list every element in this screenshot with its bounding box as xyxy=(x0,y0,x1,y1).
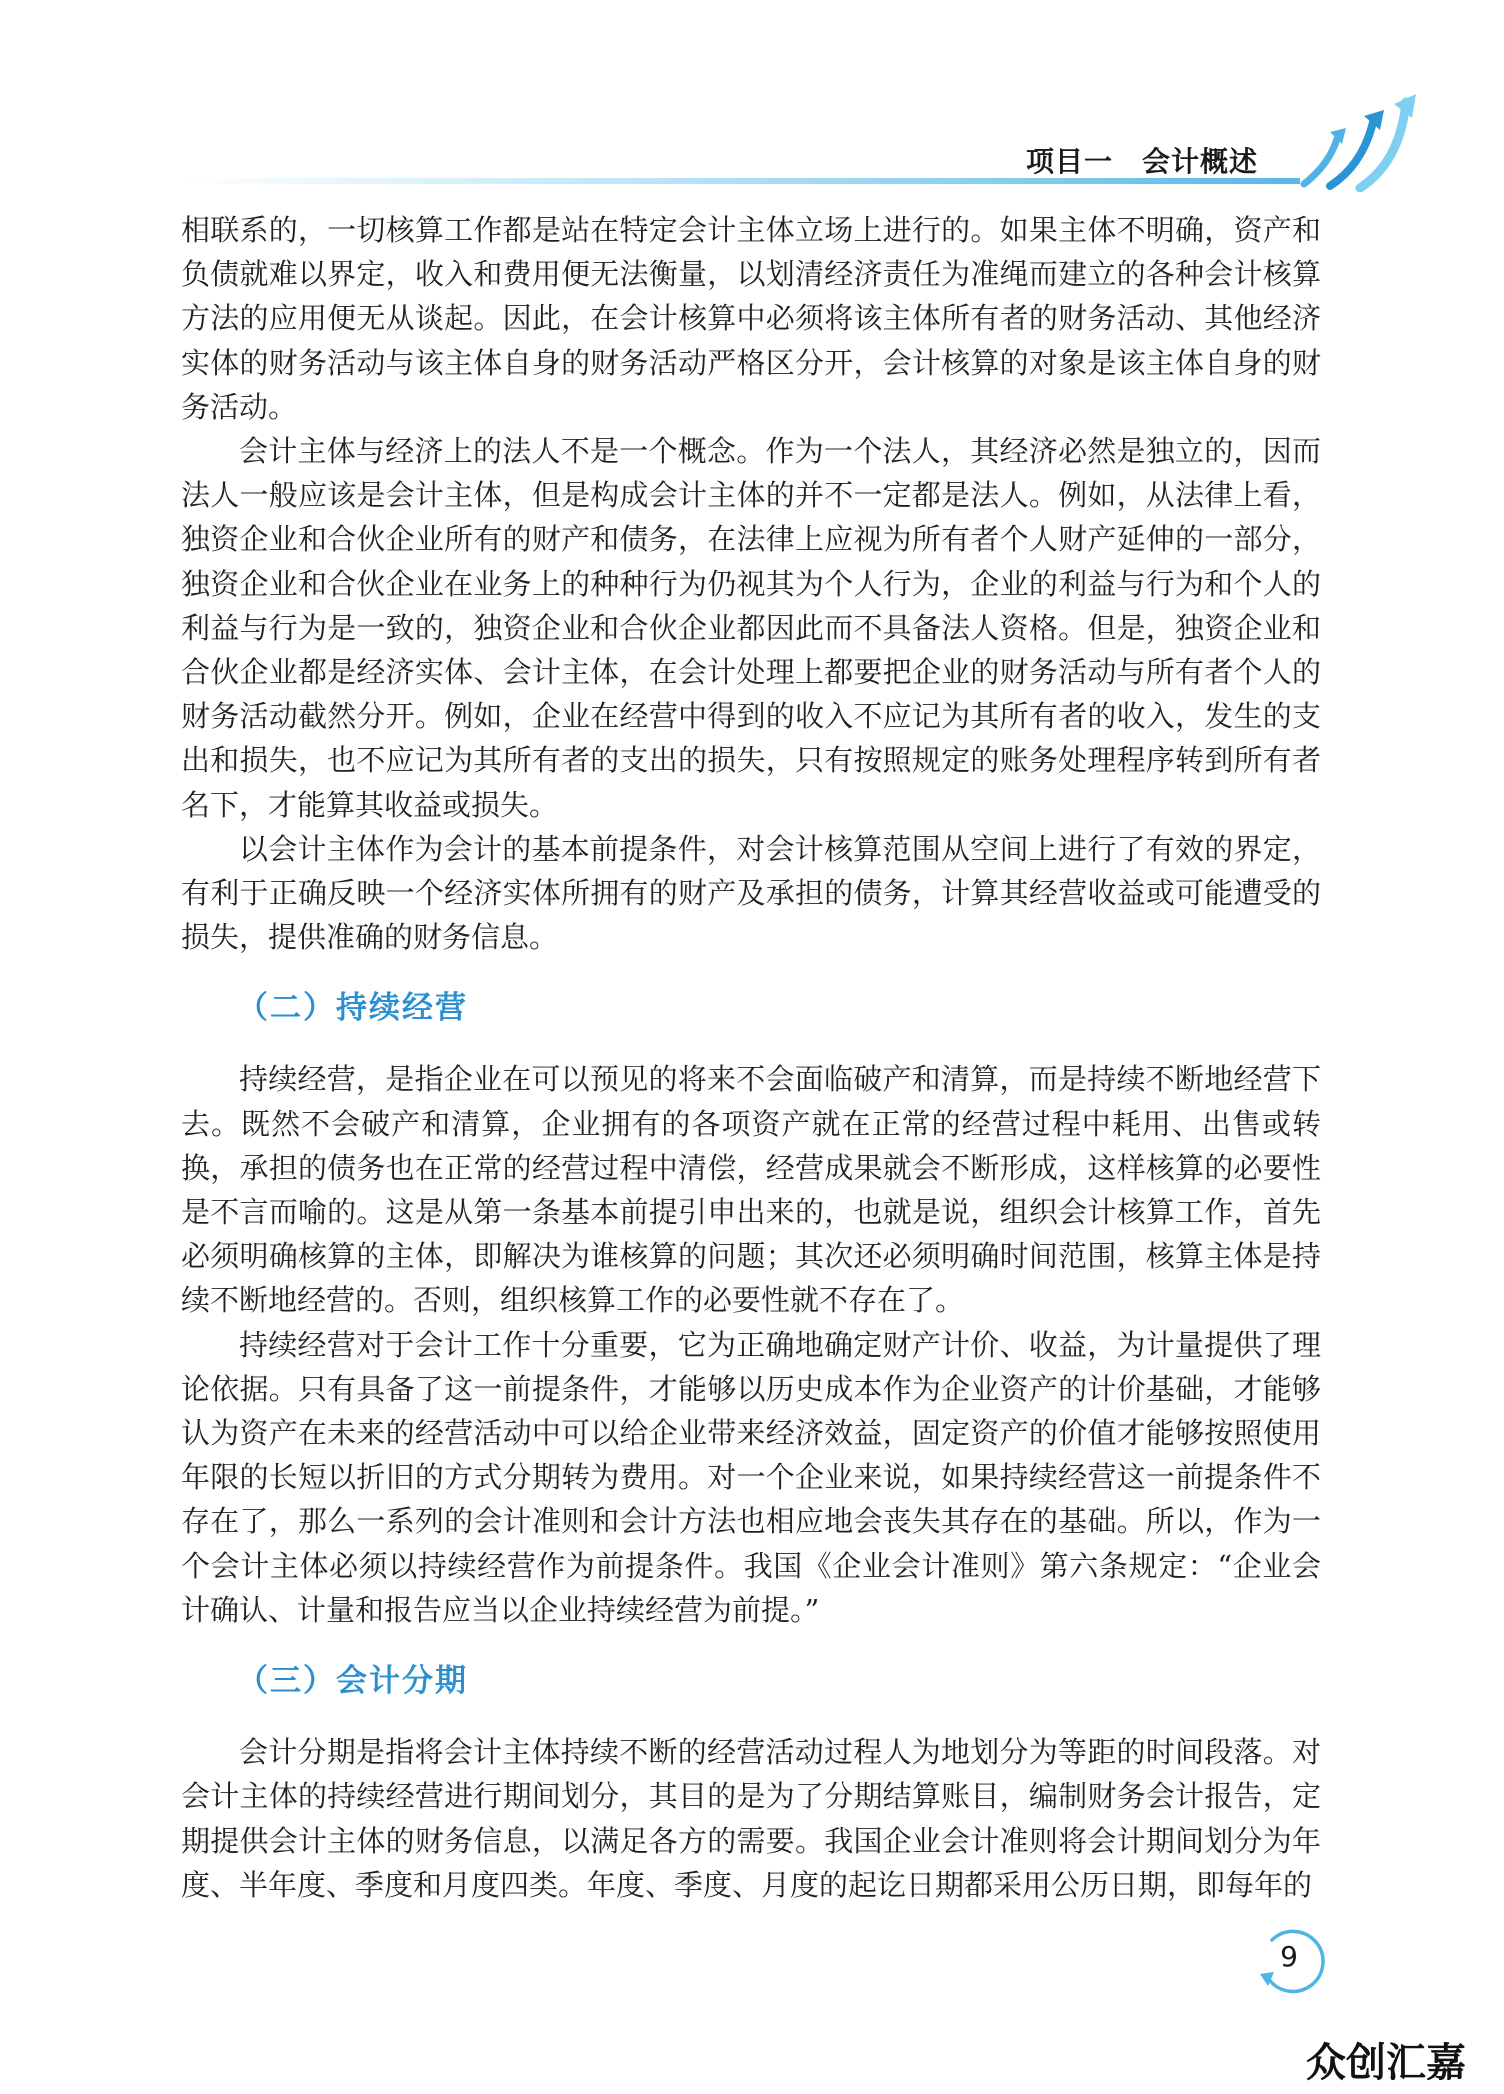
paragraph: 以会计主体作为会计的基本前提条件，对会计核算范围从空间上进行了有效的界定，有利于正确反映一个经济实体所拥有的财产及承担的债务，计算其经营收益或可能遭受的损失，提供准确的财务信息。 xyxy=(181,831,1321,955)
publisher-watermark xyxy=(1306,2032,1496,2088)
watermark-text: 众创汇嘉 xyxy=(1306,2040,1466,2086)
rising-arrows-icon xyxy=(1300,92,1418,192)
page-body xyxy=(181,208,1321,1907)
page-number: 9 xyxy=(1280,1940,1298,1973)
chapter-title: 项目一 会计概述 xyxy=(1025,145,1258,178)
paragraph: 持续经营对于会计工作十分重要，它为正确地确定财产计价、收益，为计量提供了理论依据。只有具备了这一前提条件，才能够以历史成本作为企业资产的计价基础，才能够认为资产在未来的经营活动中可以给企业带来经济效益，固定资产的价值才能够按照使用年限的长短以折旧的方式分期转为费用。对一个企业来说，如果持续经营这一前提条件不存在了，那么一系列的会计准则和会计方法也相应地会丧失其存在的基础。所以，作为一个会计主体必须以持续经营作为前提条件。我国《企业会计准则》第六条规定：“企业会计确认、计量和报告应当以企业持续经营为前提。” xyxy=(181,1327,1321,1627)
page-number-badge xyxy=(1258,1926,1338,2006)
page-header xyxy=(0,0,1504,200)
paragraph: 会计分期是指将会计主体持续不断的经营活动过程人为地划分为等距的时间段落。对会计主体的持续经营进行期间划分，其目的是为了分期结算账目，编制财务会计报告，定期提供会计主体的财务信息，以满足各方的需要。我国企业会计准则将会计期间划分为年度、半年度、季度和月度四类。年度、季度、月度的起讫日期都采用公历日期，即每年的 xyxy=(181,1735,1321,1902)
section-heading-accounting-period: （三）会计分期 xyxy=(237,1663,468,1700)
paragraph: 相联系的，一切核算工作都是站在特定会计主体立场上进行的。如果主体不明确，资产和负债就难以界定，收入和费用便无法衡量，以划清经济责任为准绳而建立的各种会计核算方法的应用便无从谈起。因此，在会计核算中必须将该主体所有者的财务活动、其他经济实体的财务活动与该主体自身的财务活动严格区分开，会计核算的对象是该主体自身的财务活动。 xyxy=(181,213,1321,424)
paragraph: 会计主体与经济上的法人不是一个概念。作为一个法人，其经济必然是独立的，因而法人一般应该是会计主体，但是构成会计主体的并不一定都是法人。例如，从法律上看，独资企业和合伙企业所有的财产和债务，在法律上应视为所有者个人财产延伸的一部分，独资企业和合伙企业在业务上的种种行为仍视其为个人行为，企业的利益与行为和个人的利益与行为是一致的，独资企业和合伙企业都因此而不具备法人资格。但是，独资企业和合伙企业都是经济实体、会计主体，在会计处理上都要把企业的财务活动与所有者个人的财务活动截然分开。例如，企业在经营中得到的收入不应记为其所有者的收入，发生的支出和损失，也不应记为其所有者的支出的损失，只有按照规定的账务处理程序转到所有者名下，才能算其收益或损失。 xyxy=(181,434,1321,822)
paragraph: 持续经营，是指企业在可以预见的将来不会面临破产和清算，而是持续不断地经营下去。既然不会破产和清算，企业拥有的各项资产就在正常的经营过程中耗用、出售或转换，承担的债务也在正常的经营过程中清偿，经营成果就会不断形成，这样核算的必要性是不言而喻的。这是从第一条基本前提引申出来的，也就是说，组织会计核算工作，首先必须明确核算的主体，即解决为谁核算的问题；其次还必须明确时间范围，核算主体是持续不断地经营的。否则，组织核算工作的必要性就不存在了。 xyxy=(181,1062,1321,1318)
section-heading-going-concern: （二）持续经营 xyxy=(237,990,468,1027)
